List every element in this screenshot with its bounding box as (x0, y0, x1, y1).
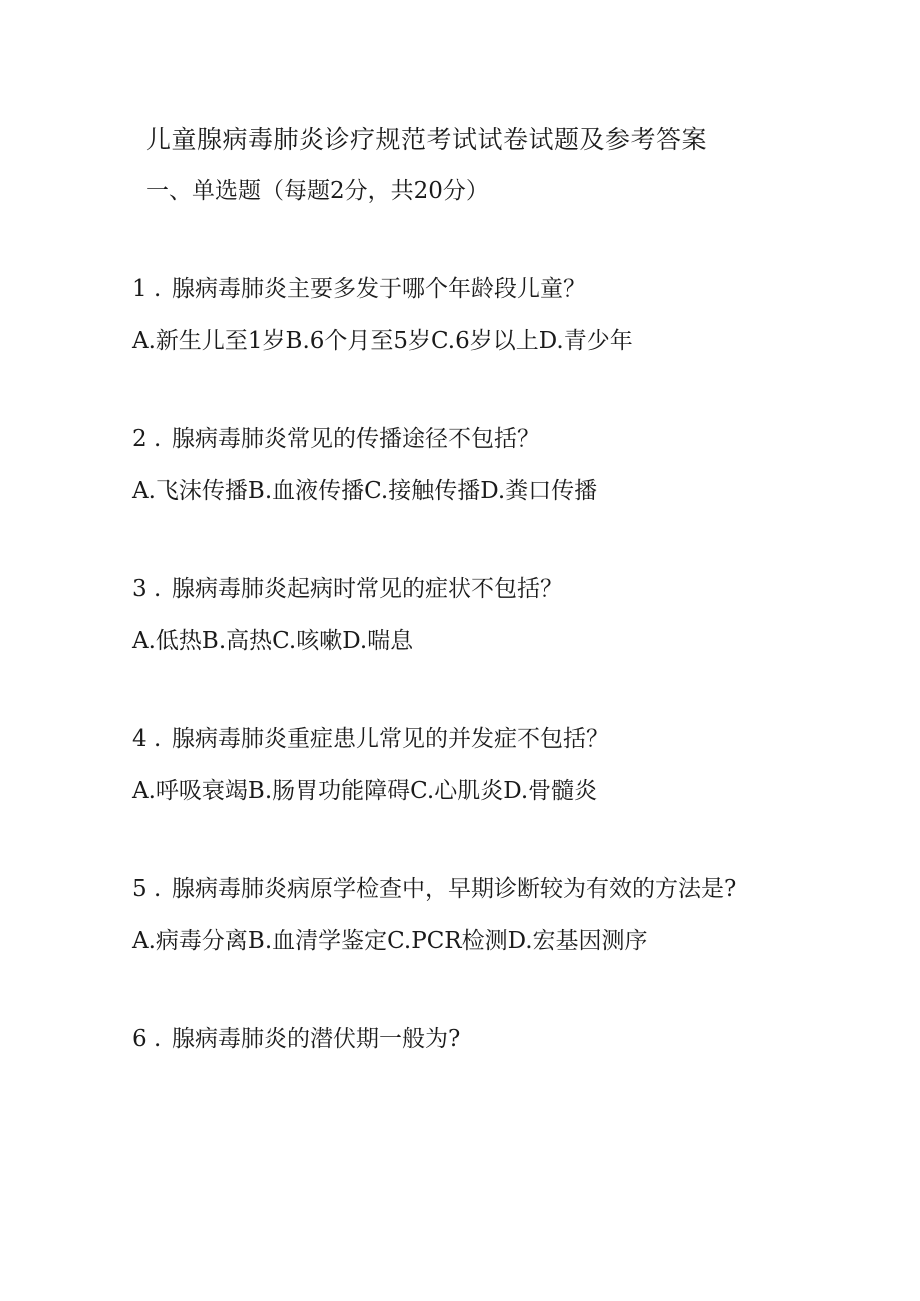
question-item (132, 1024, 892, 1054)
question-options: A.低热B.高热C.咳嗽D.喘息 (132, 628, 414, 654)
question-item (132, 424, 892, 506)
question-stem (132, 1024, 892, 1054)
question-text: 腺病毒肺炎重症患儿常见的并发症不包括？ (172, 726, 609, 752)
question-stem (132, 574, 892, 604)
question-item (132, 274, 892, 356)
question-text: 腺病毒肺炎主要多发于哪个年龄段儿童？ (172, 276, 586, 302)
question-text: 腺病毒肺炎的潜伏期一般为? (172, 1026, 461, 1052)
question-number: 2 . (132, 426, 162, 452)
question-options: A.新生儿至1岁B.6个月至5岁C.6岁以上D.青少年 (132, 328, 633, 354)
question-options: A.飞沫传播B.血液传播C.接触传播D.粪口传播 (132, 478, 598, 504)
question-item (132, 574, 892, 656)
question-stem (132, 424, 892, 454)
question-number: 6 . (132, 1026, 162, 1052)
question-stem (132, 274, 892, 304)
question-number: 1 . (132, 276, 162, 302)
document-title: 儿童腺病毒肺炎诊疗规范考试试卷试题及参考答案 (146, 125, 708, 154)
question-number: 4 . (132, 726, 162, 752)
question-item (132, 874, 892, 956)
question-number: 3 . (132, 576, 162, 602)
question-options: A.病毒分离B.血清学鉴定C.PCR检测D.宏基因测序 (132, 928, 648, 954)
question-stem (132, 874, 892, 904)
question-number: 5 . (132, 876, 162, 902)
question-text: 腺病毒肺炎常见的传播途径不包括？ (172, 426, 540, 452)
question-stem (132, 724, 892, 754)
question-item (132, 724, 892, 806)
question-text: 腺病毒肺炎病原学检查中，早期诊断较为有效的方法是? (172, 876, 737, 902)
question-options: A.呼吸衰竭B.肠胃功能障碍C.心肌炎D.骨髓炎 (132, 778, 598, 804)
question-text: 腺病毒肺炎起病时常见的症状不包括？ (172, 576, 563, 602)
section-heading: 一、单选题（每题2分，共20分） (146, 178, 489, 204)
